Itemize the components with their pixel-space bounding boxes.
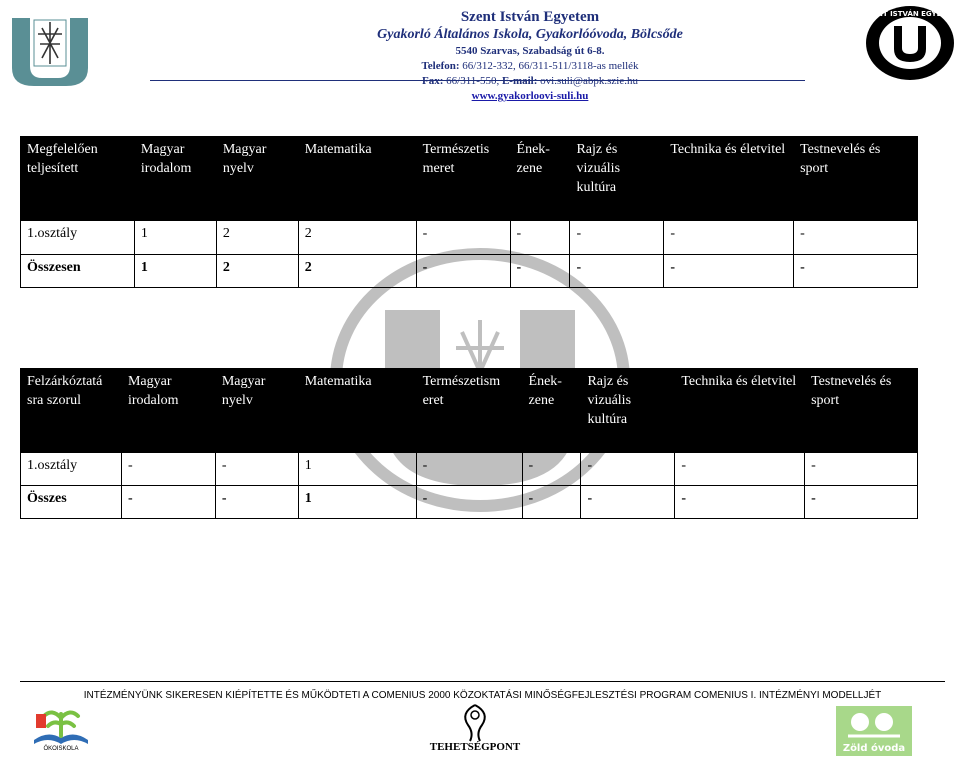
table-cell: - (416, 255, 510, 288)
column-header: Ének-zene (510, 137, 570, 221)
table-cell: 2 (216, 221, 298, 255)
column-header: Technika és életvitel (675, 369, 805, 453)
table-cell: - (805, 453, 918, 486)
talent-point-label: TEHETSÉGPONT (429, 741, 521, 753)
eco-school-label: ÖKOISKOLA (43, 746, 79, 752)
column-header: Természetis meret (416, 137, 510, 221)
table-cell: 2 (298, 255, 416, 288)
table-cell: 1 (134, 221, 216, 255)
table-cell: - (581, 486, 675, 519)
table-cell: - (805, 486, 918, 519)
letterhead (250, 8, 810, 103)
column-header: Matematika (298, 137, 416, 221)
row-label: 1.osztály (21, 453, 122, 486)
table-cell: - (675, 453, 805, 486)
results-table-catch-up (20, 368, 918, 519)
column-header: Rajz és vizuális kultúra (570, 137, 664, 221)
table-header-row (21, 137, 918, 221)
table-cell: - (675, 486, 805, 519)
table-cell: 1 (298, 486, 416, 519)
row-label: Összes (21, 486, 122, 519)
column-header: Testnevelés és sport (805, 369, 918, 453)
column-header: Magyar nyelv (215, 369, 298, 453)
footer-divider (20, 681, 945, 682)
table-cell: - (121, 486, 215, 519)
table-cell: - (794, 221, 918, 255)
results-table-completed (20, 136, 918, 288)
table-row-total (21, 486, 918, 519)
column-header: Matematika (298, 369, 416, 453)
table-cell: - (416, 221, 510, 255)
table-row-total (21, 255, 918, 288)
column-header: Felzárkóztatá sra szorul (21, 369, 122, 453)
school-logo-left (8, 14, 92, 88)
table-cell: - (664, 255, 794, 288)
table-cell: - (664, 221, 794, 255)
footer-statement: INTÉZMÉNYÜNK SIKERESEN KIÉPÍTETTE ÉS MŰKÖDTETI A COMENIUS 2000 KÖZOKTATÁSI MINŐSÉGFEJLESZTÉSI PROGRAM COMENIUS I. INTÉZMÉNYI MODELLJÉT (83, 690, 882, 701)
table-cell: 1 (298, 453, 416, 486)
green-kindergarten-logo (836, 706, 912, 756)
fax-email-line: Fax: 66/311-550, E-mail: ovi.suli@abpk.szie.hu (422, 75, 638, 87)
table-cell: - (522, 453, 581, 486)
table-cell: - (215, 453, 298, 486)
svg-text:SZENT ISTVÁN EGYETEM: SZENT ISTVÁN EGYETEM (864, 10, 956, 18)
table-cell: - (215, 486, 298, 519)
table-cell: - (416, 486, 522, 519)
column-header: Testnevelés és sport (794, 137, 918, 221)
column-header: Magyar irodalom (121, 369, 215, 453)
column-header: Magyar nyelv (216, 137, 298, 221)
table-cell: - (121, 453, 215, 486)
university-name: Szent István Egyetem (460, 9, 600, 25)
column-header: Rajz és vizuális kultúra (581, 369, 675, 453)
phone-line: Telefon: 66/312-332, 66/311-511/3118-as mellék (421, 60, 639, 72)
table-cell: - (570, 221, 664, 255)
header-divider (150, 80, 805, 81)
row-label: Összesen (21, 255, 135, 288)
row-label: 1.osztály (21, 221, 135, 255)
table-cell: - (416, 453, 522, 486)
column-header: Természetism eret (416, 369, 522, 453)
table-cell: 2 (216, 255, 298, 288)
table-cell: 1 (134, 255, 216, 288)
table-cell: 2 (298, 221, 416, 255)
table-cell: - (522, 486, 581, 519)
school-name: Gyakorló Általános Iskola, Gyakorlóóvoda, Bölcsőde (377, 27, 683, 42)
table-header-row (21, 369, 918, 453)
column-header: Ének-zene (522, 369, 581, 453)
table-cell: - (510, 255, 570, 288)
column-header: Megfelelően teljesített (21, 137, 135, 221)
column-header: Magyar irodalom (134, 137, 216, 221)
svg-text:Zöld óvoda: Zöld óvoda (842, 743, 906, 754)
table-cell: - (510, 221, 570, 255)
university-seal (864, 4, 956, 82)
table-cell: - (794, 255, 918, 288)
table-row (21, 221, 918, 255)
table-row (21, 453, 918, 486)
address: 5540 Szarvas, Szabadság út 6-8. (455, 45, 605, 57)
table-cell: - (570, 255, 664, 288)
website-link[interactable]: www.gyakorloovi-suli.hu (471, 90, 589, 102)
column-header: Technika és életvitel (664, 137, 794, 221)
table-cell: - (581, 453, 675, 486)
